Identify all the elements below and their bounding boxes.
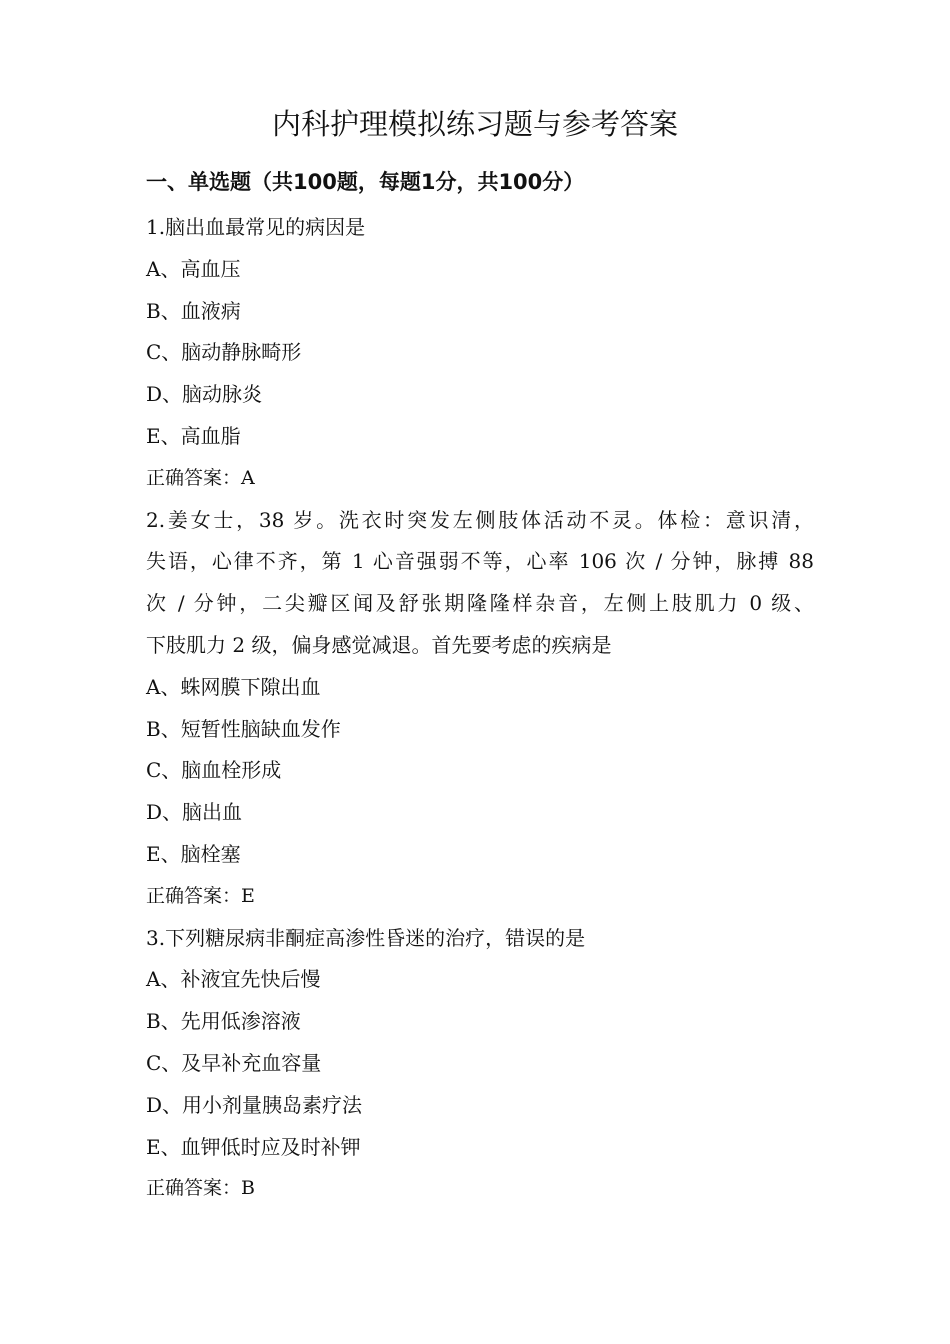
question-stem-line: 次 / 分钟，二尖瓣区闻及舒张期隆隆样杂音，左侧上肢肌力 0 级、 (146, 591, 814, 616)
document-title: 内科护理模拟练习题与参考答案 (271, 107, 678, 141)
question-stem-line: 下肢肌力 2 级，偏身感觉减退。首先要考虑的疾病是 (146, 632, 612, 657)
option-d: D、脑出血 (146, 800, 243, 825)
option-c: C、脑动静脉畸形 (146, 340, 302, 365)
option-c: C、脑血栓形成 (146, 758, 282, 783)
option-d: D、用小剂量胰岛素疗法 (146, 1092, 363, 1117)
option-b: B、先用低渗溶液 (146, 1009, 301, 1034)
question-2 (146, 500, 814, 918)
option-c: C、及早补充血容量 (146, 1050, 322, 1075)
option-b: B、血液病 (146, 298, 241, 323)
correct-answer: 正确答案：A (146, 466, 255, 489)
option-a: A、补液宜先快后慢 (146, 967, 321, 992)
question-list (146, 207, 814, 1210)
correct-answer: 正确答案：B (146, 1177, 255, 1200)
option-a: A、高血压 (146, 256, 241, 281)
correct-answer: 正确答案：E (146, 884, 255, 907)
option-e: E、血钾低时应及时补钾 (146, 1134, 361, 1159)
question-3 (146, 918, 814, 1211)
question-1 (146, 207, 814, 500)
option-a: A、蛛网膜下隙出血 (146, 674, 321, 699)
question-stem-line: 失语，心律不齐，第 1 心音强弱不等，心率 106 次 / 分钟，脉搏 88 (146, 549, 814, 574)
option-e: E、脑栓塞 (146, 841, 241, 866)
option-b: B、短暂性脑缺血发作 (146, 716, 341, 741)
question-stem-line: 2.姜女士，38 岁。洗衣时突发左侧肢体活动不灵。体检：意识清， (146, 507, 814, 532)
option-e: E、高血脂 (146, 423, 241, 448)
section-heading: 一、单选题（共100题，每题1分，共100分） (146, 170, 585, 194)
question-stem: 3.下列糖尿病非酮症高渗性昏迷的治疗，错误的是 (146, 925, 586, 950)
question-stem: 1.脑出血最常见的病因是 (146, 215, 366, 239)
option-d: D、脑动脉炎 (146, 382, 263, 407)
